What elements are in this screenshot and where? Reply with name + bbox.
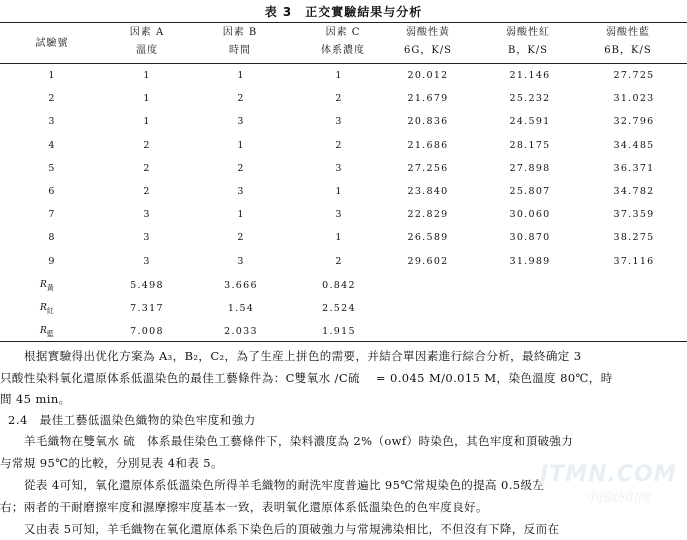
range-label: $R_藍$	[40, 326, 54, 338]
table-header-rule	[0, 63, 687, 64]
table-cell: 21.686	[407, 139, 449, 151]
range-value: 1.54	[227, 303, 255, 314]
table-cell: 8	[48, 232, 56, 244]
table-cell: 3	[335, 116, 343, 128]
table-cell: 32.796	[613, 116, 655, 128]
table-cell: 3	[237, 116, 245, 128]
range-value: 2.524	[322, 303, 356, 314]
table-cell: 2	[143, 162, 151, 174]
table-cell: 30.060	[509, 209, 551, 221]
header-yellow: 弱酸性黃	[406, 27, 450, 38]
range-value: 0.842	[322, 280, 356, 291]
table-bottom-rule	[0, 341, 687, 342]
table-cell: 3	[335, 209, 343, 221]
table-caption: 表 3 正交實驗結果与分析	[264, 5, 423, 19]
paragraph-conclusion-line1: 根据實驗得出优化方案為 A₃，B₂，C₂，為了生産上拼色的需要，并結合單因素進行綜合分析，最終确定 3	[24, 349, 582, 363]
table-cell: 20.836	[407, 116, 449, 128]
table-cell: 29.602	[407, 255, 449, 267]
table-cell: 1	[48, 70, 56, 81]
table-cell: 1	[237, 139, 245, 151]
header-factor-a-name: 溫度	[136, 45, 158, 56]
paragraph-fastness-line2: 与常規 95℃的比較，分別見表 4和表 5。	[0, 456, 223, 470]
header-factor-c-name: 体系濃度	[321, 45, 365, 56]
range-value: 2.033	[224, 326, 258, 337]
table-cell: 38.275	[613, 232, 655, 244]
range-label: $R_黃$	[40, 280, 54, 292]
table-cell: 1	[143, 93, 151, 105]
table-cell: 3	[237, 255, 245, 267]
table-cell: 6	[48, 186, 56, 197]
table-cell: 3	[48, 116, 56, 128]
range-value: 7.317	[130, 303, 164, 314]
range-value: 7.008	[130, 326, 164, 337]
table-cell: 27.256	[407, 162, 449, 174]
paragraph-table4-line2: 右；兩者的干耐磨擦牢度和濕摩擦牢度基本一致，表明氧化還原体系低溫染色的色牢度良好。	[0, 500, 488, 514]
table-cell: 28.175	[509, 139, 551, 151]
header-factor-c: 因素 C	[325, 27, 361, 38]
table-cell: 21.146	[509, 70, 551, 81]
range-value: 1.915	[322, 326, 356, 337]
table-cell: 1	[237, 209, 245, 221]
table-cell: 1	[335, 232, 343, 244]
table-cell: 9	[48, 255, 56, 267]
table-cell: 2	[237, 162, 245, 174]
header-yellow-ks: 6G，K/S	[403, 45, 453, 56]
header-blue: 弱酸性藍	[606, 27, 650, 38]
watermark-logo: JTMN.COM 中国纺织网	[540, 462, 677, 506]
header-factor-b-name: 時間	[229, 45, 251, 56]
table-cell: 7	[48, 209, 56, 221]
table-cell: 37.116	[613, 255, 655, 267]
table-cell: 27.725	[613, 70, 655, 81]
table-cell: 4	[48, 139, 56, 151]
header-factor-b: 因素 B	[222, 27, 258, 38]
section-heading: 2.4 最佳工藝低溫染色織物的染色牢度和強力	[8, 413, 256, 427]
table-cell: 2	[335, 93, 343, 105]
table-cell: 36.371	[613, 162, 655, 174]
table-cell: 3	[237, 186, 245, 197]
table-cell: 37.359	[613, 209, 655, 221]
paragraph-table5-line1: 又由表 5可知，羊毛織物在氧化還原体系下染色后的頂破強力与常規沸染相比，不但沒有下降，反而在	[24, 522, 560, 536]
paragraph-conclusion-line3: 間 45 min。	[0, 392, 71, 406]
table-cell: 26.589	[407, 232, 449, 244]
table-cell: 25.232	[509, 93, 551, 105]
table-cell: 24.591	[509, 116, 551, 128]
table-cell: 1	[237, 70, 245, 81]
header-red: 弱酸性紅	[506, 27, 550, 38]
table-cell: 21.679	[407, 93, 449, 105]
range-value: 3.666	[224, 280, 258, 291]
table-top-rule	[0, 22, 687, 23]
table-cell: 1	[143, 70, 151, 81]
table-cell: 23.840	[407, 186, 449, 197]
table-cell: 34.485	[613, 139, 655, 151]
table-cell: 25.807	[509, 186, 551, 197]
table-cell: 2	[143, 139, 151, 151]
range-label: $R_紅$	[40, 303, 54, 315]
table-cell: 3	[335, 162, 343, 174]
header-red-ks: B，K/S	[507, 45, 549, 56]
paragraph-fastness-line1: 羊毛織物在雙氧水 硫 体系最佳染色工藝條件下，染料濃度為 2%（owf）時染色，其色牢度和頂破強力	[24, 434, 574, 448]
table-cell: 31.989	[509, 255, 551, 267]
table-cell: 22.829	[407, 209, 449, 221]
table-cell: 31.023	[613, 93, 655, 105]
table-cell: 2	[48, 93, 56, 105]
header-trial: 試驗號	[35, 38, 69, 49]
table-cell: 27.898	[509, 162, 551, 174]
table-cell: 3	[143, 255, 151, 267]
table-cell: 30.870	[509, 232, 551, 244]
table-cell: 1	[143, 116, 151, 128]
table-cell: 2	[143, 186, 151, 197]
table-cell: 3	[143, 232, 151, 244]
paragraph-conclusion-line2: 只酸性染料氧化還原体系低溫染色的最佳工藝條件為：C雙氧水 /C硫 = 0.045 M/0.015 M，染色溫度 80℃，時	[0, 371, 613, 385]
table-cell: 5	[48, 162, 56, 174]
paragraph-table4-line1: 從表 4可知，氧化還原体系低溫染色所得羊毛織物的耐洗牢度普遍比 95℃常規染色的提高 0.5级左	[24, 478, 545, 492]
table-cell: 34.782	[613, 186, 655, 197]
header-blue-ks: 6B，K/S	[604, 45, 652, 56]
table-cell: 2	[237, 232, 245, 244]
table-cell: 1	[335, 186, 343, 197]
table-cell: 2	[335, 255, 343, 267]
table-cell: 2	[237, 93, 245, 105]
table-cell: 3	[143, 209, 151, 221]
range-value: 5.498	[130, 280, 164, 291]
table-cell: 2	[335, 139, 343, 151]
header-factor-a: 因素 A	[129, 27, 165, 38]
table-cell: 20.012	[407, 70, 449, 81]
table-cell: 1	[335, 70, 343, 81]
